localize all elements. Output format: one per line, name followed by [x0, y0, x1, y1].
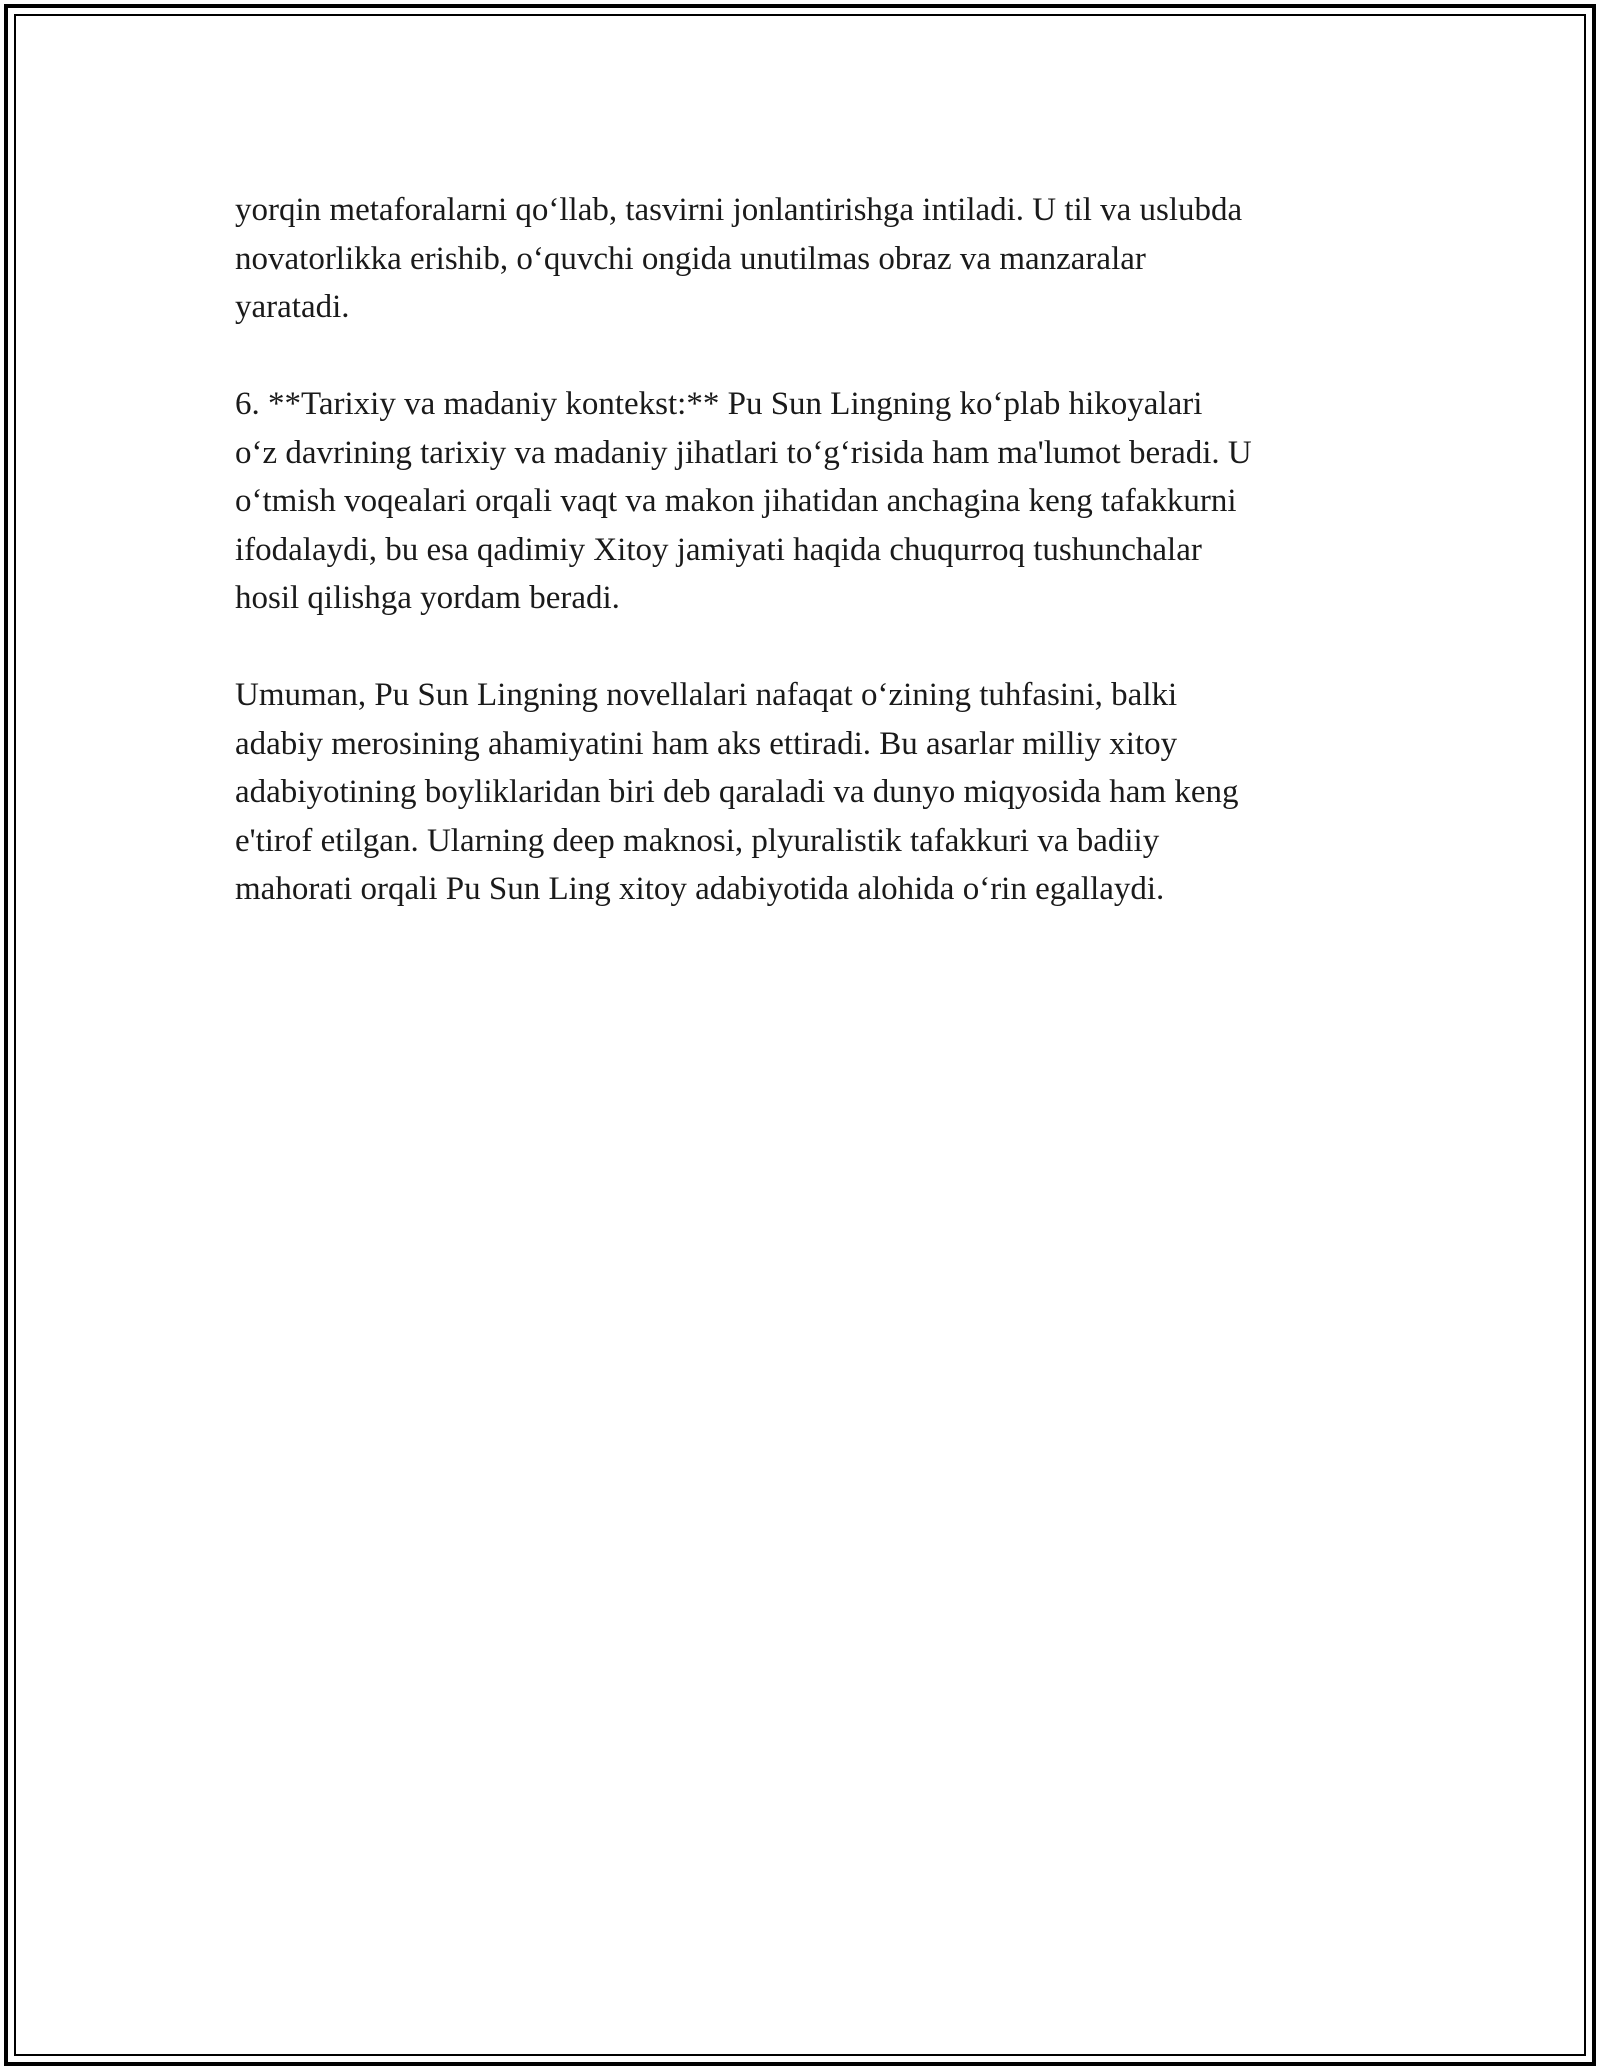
text-line: mahorati orqali Pu Sun Ling xitoy adabiyotida alohida o‘rin egallaydi. [235, 871, 1165, 907]
text-line: adabiyotining boyliklaridan biri deb qaraladi va dunyo miqyosida ham keng [235, 774, 1239, 810]
text-line: ifodalaydi, bu esa qadimiy Xitoy jamiyati haqida chuqurroq tushunchalar [235, 531, 1202, 568]
text-line: yaratadi. [235, 289, 350, 325]
text-line: novatorlikka erishib, o‘quvchi ongida unutilmas obraz va manzaralar [235, 240, 1146, 277]
text-line: o‘z davrining tarixiy va madaniy jihatlari to‘g‘risida ham ma'lumot beradi. U [235, 434, 1252, 471]
text-line: Umuman, Pu Sun Lingning novellalari nafaqat o‘zining tuhfasini, balki [235, 677, 1178, 713]
text-line: yorqin metaforalarni qo‘llab, tasvirni jonlantirishga intiladi. U til va uslubda [235, 192, 1243, 228]
document-body [235, 186, 1375, 962]
paragraph-continuation [235, 186, 1375, 332]
text-line: e'tirof etilgan. Ularning deep maknosi, plyuralistik tafakkuri va badiiy [235, 822, 1160, 859]
paragraph-historical-context [235, 380, 1375, 623]
text-line: hosil qilishga yordam beradi. [235, 580, 620, 616]
paragraph-conclusion [235, 671, 1375, 914]
text-line: 6. **Tarixiy va madaniy kontekst:** Pu Sun Lingning ko‘plab hikoyalari [235, 386, 1203, 422]
text-line: o‘tmish voqealari orqali vaqt va makon jihatidan anchagina keng tafakkurni [235, 483, 1237, 519]
text-line: adabiy merosining ahamiyatini ham aks ettiradi. Bu asarlar milliy xitoy [235, 725, 1178, 762]
